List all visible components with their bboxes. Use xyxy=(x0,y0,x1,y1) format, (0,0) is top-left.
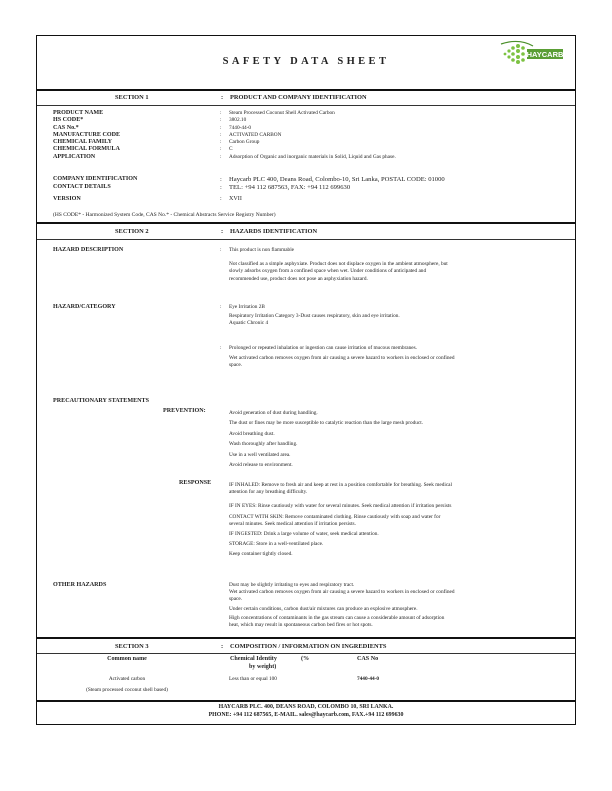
prevention-item: Avoid breathing dust. xyxy=(229,430,275,437)
colon: : xyxy=(220,176,222,183)
value-company-identification: Haycarb PLC 400, Deans Road, Colombo-10, Sri Lanka, POSTAL CODE: 01000 xyxy=(229,176,445,183)
value-chemical-family: Carbon Group xyxy=(229,139,260,146)
precautionary-statements-label: PRECAUTIONARY STATEMENTS xyxy=(53,398,149,404)
section1-label: SECTION 1 xyxy=(115,94,149,101)
hazard-line: This product is non flammable xyxy=(229,247,295,253)
value-manufacture-code: ACTIVATED CARBON xyxy=(229,131,282,138)
hazard-category-label: HAZARD/CATEGORY xyxy=(53,304,116,310)
section1-title: PRODUCT AND COMPANY IDENTIFICATION xyxy=(230,94,367,101)
response-label: RESPONSE xyxy=(179,480,212,486)
hazard-note: space. xyxy=(229,362,243,369)
response-item: Keep container tightly closed. xyxy=(229,551,293,558)
hazard-line: recommended use, product does not pose an asphyxiation hazard. xyxy=(229,275,368,282)
response-item: IF INHALED: Remove to fresh air and keep at rest in a position comfortable for breathing. Seek medical xyxy=(229,482,452,488)
ingredient-name: Activated carbon xyxy=(108,676,146,682)
other-hazard-item: Under certain conditions, carbon dust/air mixtures can produce an explosive atmosphere. xyxy=(229,605,418,612)
section2-label: SECTION 2 xyxy=(115,228,149,235)
hazard-description-label: HAZARD DESCRIPTION xyxy=(53,247,124,253)
value-version: XVII xyxy=(229,196,242,202)
divider xyxy=(37,653,575,654)
section3-label: SECTION 3 xyxy=(115,643,149,650)
hazard-description-text xyxy=(229,247,448,283)
response-item: IF IN EYES: Rinse cautiously with water for several minutes. Seek medical attention if irritation persists xyxy=(229,503,452,510)
footer-address: HAYCARB PLC. 400, DEANS ROAD, COLOMBO 10, SRI LANKA. xyxy=(218,704,394,710)
product-field-labels xyxy=(53,110,120,161)
label-application: APPLICATION xyxy=(53,153,96,160)
prevention-label: PREVENTION: xyxy=(163,408,206,414)
ingredient-cas: 7440-44-0 xyxy=(357,676,380,682)
response-item: several minutes. Seek medical attention if irritation persists. xyxy=(229,520,356,527)
label-chemical-formula: CHEMICAL FORMULA xyxy=(53,146,120,153)
hazard-line: slowly adsorbs oxygen from a confined space when wet. Under conditions of anticipated and xyxy=(229,268,427,275)
haycarb-logo xyxy=(499,40,565,68)
divider xyxy=(37,700,575,702)
colon: : xyxy=(220,304,222,310)
colon: : xyxy=(220,247,222,253)
response-item: attention for any breathing difficulty. xyxy=(229,489,308,496)
value-application: Adsorption of Organic and inorganic materials in Solid, Liquid and Gas phase. xyxy=(229,153,396,160)
other-hazards-label: OTHER HAZARDS xyxy=(53,582,107,588)
col-common-name: Common name xyxy=(107,656,147,662)
prevention-item: Wash thoroughly after handling. xyxy=(229,441,298,448)
section2-title: HAZARDS IDENTIFICATION xyxy=(230,228,318,235)
response-list xyxy=(229,482,452,559)
colon: : xyxy=(220,345,222,351)
hazard-category-notes xyxy=(229,345,454,370)
col-cas-no: CAS No xyxy=(357,656,379,662)
other-hazards-list xyxy=(229,582,454,629)
label-version: VERSION xyxy=(53,196,81,202)
label-cas-no: CAS No.* xyxy=(53,124,79,131)
hazard-category-item: Aquatic Chronic 4 xyxy=(229,320,269,327)
value-cas-no: 7440-44-0 xyxy=(229,124,252,131)
section1-colon: : xyxy=(221,94,224,101)
divider xyxy=(37,239,575,240)
document-title: SAFETY DATA SHEET xyxy=(222,56,390,67)
hazard-category-item: Eye Irritation 2B xyxy=(229,304,265,310)
divider xyxy=(37,89,575,91)
logo-text: HAYCARB xyxy=(526,49,564,59)
other-hazard-item: heat, which may result in spontaneous carbon bed fires or hot spots. xyxy=(229,622,373,629)
col-weight-unit: by weight) xyxy=(249,664,277,670)
document-header xyxy=(37,36,575,89)
col-chemical-identity: Chemical Identity xyxy=(230,656,277,662)
product-field-colons: : : : : : : : xyxy=(220,110,222,160)
hazard-line: Not classified as a simple asphyxiate. Product does not displace oxygen in the ambient atmosphere, but xyxy=(229,261,448,268)
hazard-note: Wet activated carbon removes oxygen from air causing a severe hazard to workers in enclosed or confined xyxy=(229,355,455,362)
product-field-values xyxy=(229,110,396,161)
response-item: IF INGESTED: Drink a large volume of water, seek medical attention. xyxy=(229,531,379,538)
divider xyxy=(37,105,575,106)
prevention-item: Avoid release to environment. xyxy=(229,462,293,469)
label-product-name: PRODUCT NAME xyxy=(53,110,104,116)
label-contact-details: CONTACT DETAILS xyxy=(53,184,111,190)
footer-contact: PHONE: +94 112 687565, E-MAIL. sales@haycarb.com, FAX.+94 112 699630 xyxy=(208,712,404,718)
section3-title: COMPOSITION / INFORMATION ON INGREDIENTS xyxy=(230,643,387,650)
label-chemical-family: CHEMICAL FAMILY xyxy=(53,139,113,146)
prevention-item: Use in a well ventilated area. xyxy=(229,451,291,458)
label-hs-code: HS CODE* xyxy=(53,117,84,124)
value-contact-details: TEL: +94 112 687563, FAX: +94 112 699630 xyxy=(229,184,351,191)
other-hazard-item: space. xyxy=(229,596,243,603)
other-hazard-item: Wet activated carbon removes oxygen from air causing a severe hazard to workers in enclosed or confined xyxy=(229,589,455,596)
response-item: STORAGE: Store in a well-ventilated place. xyxy=(229,541,324,548)
hazard-category-list xyxy=(229,304,400,328)
hazard-note: Prolonged or repeated inhalation or ingestion can cause irritation of mucous membranes. xyxy=(229,345,417,351)
label-company-identification: COMPANY IDENTIFICATION xyxy=(53,176,138,182)
prevention-item: Avoid generation of dust during handling. xyxy=(229,410,318,416)
col-weight: (% xyxy=(301,656,310,662)
colon: : xyxy=(220,184,222,191)
prevention-item: The dust or fines may be more susceptible to catalytic reaction than the large mesh product. xyxy=(229,420,424,427)
sds-page-frame xyxy=(36,35,576,725)
divider xyxy=(37,637,575,639)
section1-footnote: (HS CODE* - Harmonized System Code, CAS No.* - Chemical Abstracts Service Registry Number) xyxy=(53,212,276,218)
other-hazard-item: High concentrations of contaminants in the gas stream can cause a considerable amount of adsorption xyxy=(229,614,445,621)
response-item: CONTACT WITH SKIN: Remove contaminated clothing. Rinse cautiously with soap and water for xyxy=(229,513,441,520)
ingredient-weight: Less than or equal 100 xyxy=(229,676,277,682)
label-manufacture-code: MANUFACTURE CODE xyxy=(53,131,121,138)
value-chemical-formula: C xyxy=(229,146,233,153)
other-hazard-item: Dust may be slightly irritating to eyes and respiratory tract. xyxy=(229,582,355,588)
colon: : xyxy=(220,196,222,202)
prevention-list xyxy=(229,408,423,470)
section3-colon: : xyxy=(221,643,224,650)
ingredient-note: (Steam processed coconut shell based) xyxy=(86,687,168,693)
divider xyxy=(37,222,575,224)
value-product-name: Steam Processed Coconut Shell Activated Carbon xyxy=(229,110,335,116)
section2-colon: : xyxy=(221,228,224,235)
hazard-category-item: Respiratory Irritation Category 3-Dust causes respiratory, skin and eye irritation. xyxy=(229,313,400,320)
value-hs-code: 3802.10 xyxy=(229,117,247,124)
